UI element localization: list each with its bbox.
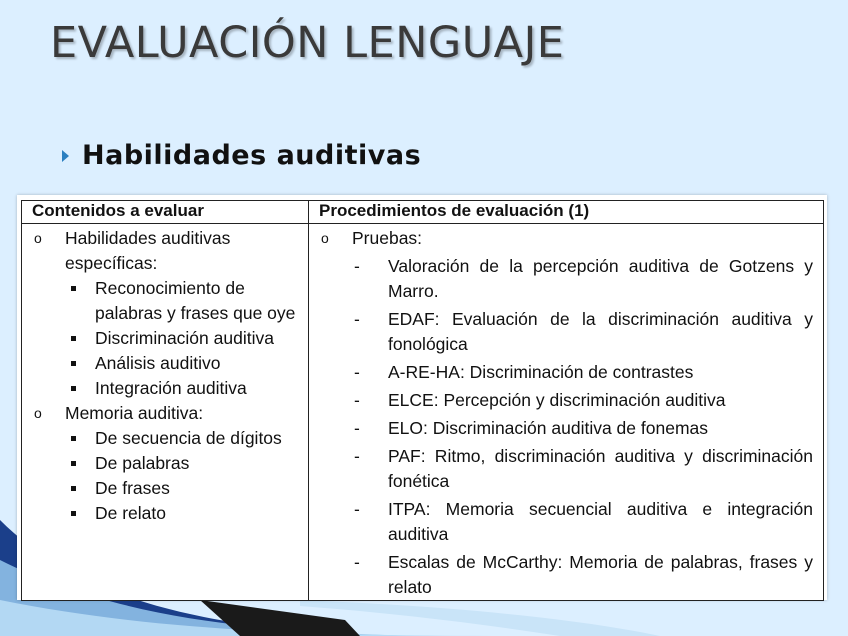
- square-bullet-icon: [65, 451, 95, 476]
- square-bullet-icon: [65, 476, 95, 501]
- list-item: - ELCE: Percepción y discriminación auditiva: [354, 390, 726, 410]
- evaluation-table: [21, 200, 824, 601]
- list-item: Integración auditiva: [65, 376, 308, 401]
- slide-title: EVALUACIÓN LENGUAJE: [50, 18, 565, 68]
- list-item: De relato: [65, 501, 308, 526]
- list-item: - ELO: Discriminación auditiva de fonemas: [354, 418, 709, 438]
- list-item: - Escalas de McCarthy: Memoria de palabras, frases y relato: [354, 552, 813, 597]
- list-item: De palabras: [65, 451, 308, 476]
- list-item: De frases: [65, 476, 308, 501]
- square-bullet-icon: [65, 326, 95, 351]
- list-item: - EDAF: Evaluación de la discriminación auditiva y fonológica: [354, 309, 813, 354]
- procedures-cell: [309, 224, 824, 601]
- group-title: Habilidades auditivas específicas:: [65, 228, 231, 273]
- square-bullet-icon: [65, 501, 95, 526]
- square-bullet-icon: [65, 351, 95, 376]
- header-procedures: Procedimientos de evaluación (1): [309, 201, 824, 224]
- section-heading: Habilidades auditivas: [82, 140, 422, 171]
- list-item: - A-RE-HA: Discriminación de contrastes: [354, 362, 694, 382]
- circle-bullet-icon: o: [321, 230, 329, 246]
- contents-group: [34, 226, 308, 401]
- contents-group: [34, 401, 308, 526]
- list-item: - Valoración de la percepción auditiva de Gotzens y Marro.: [354, 256, 813, 301]
- group-title: Pruebas:: [352, 228, 423, 248]
- list-item: - ITPA: Memoria secuencial auditiva e integración auditiva: [354, 499, 813, 544]
- list-item: - PAF: Ritmo, discriminación auditiva y discriminación fonética: [354, 446, 813, 491]
- list-item: Discriminación auditiva: [65, 326, 308, 351]
- list-item: De secuencia de dígitos: [65, 426, 308, 451]
- section-bullet: [62, 140, 421, 171]
- procedures-group: [321, 226, 813, 600]
- circle-bullet-icon: o: [34, 405, 42, 421]
- group-title: Memoria auditiva:: [65, 403, 204, 423]
- list-item: Análisis auditivo: [65, 351, 308, 376]
- header-contents: Contenidos a evaluar: [22, 201, 309, 224]
- triangle-bullet-icon: [62, 150, 69, 162]
- square-bullet-icon: [65, 276, 95, 326]
- evaluation-table-card: [17, 195, 827, 600]
- list-item: Reconocimiento de palabras y frases que oye: [65, 276, 308, 326]
- contents-cell: [22, 224, 309, 601]
- square-bullet-icon: [65, 376, 95, 401]
- square-bullet-icon: [65, 426, 95, 451]
- circle-bullet-icon: o: [34, 230, 42, 246]
